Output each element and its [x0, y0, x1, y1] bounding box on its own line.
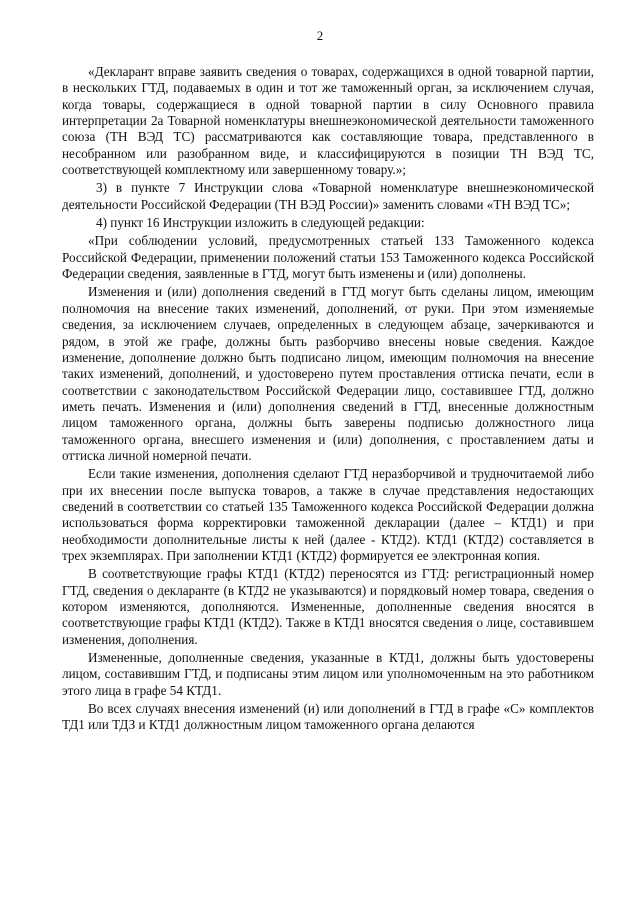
paragraph-ktd-form: Если такие изменения, дополнения сделают ГТД неразборчивой и трудночитаемой либо при их внесении после выпуска товаров, а также в случае представления недостающих сведений в соответствии со статьей 135 Таможенного кодекса Российской Федерации должна использоваться форма корректировки таможенной декларации (далее – КТД1) и при необходимости дополнительные листы к ней (далее - КТД2). КТД1 (КТД2) составляется в трех экземплярах. При заполнении КТД1 (КТД2) формируется ее электронная копия.	[62, 466, 594, 563]
paragraph-item-3: 3) в пункте 7 Инструкции слова «Товарной номенклатуре внешнеэкономической деятельности Российской Федерации (ТН ВЭД России)» заменить словами «ТН ВЭД ТС»;	[62, 180, 594, 212]
paragraph-declarant-right: «Декларант вправе заявить сведения о товарах, содержащихся в одной товарной партии, в нескольких ГТД, подаваемых в один и тот же таможенный орган, за исключением случая, когда товары, содержащиеся в одной товарной партии в силу Основного правила интерпретации 2а Товарной номенклатуры внешнеэкономической деятельности таможенного союза (ТН ВЭД ТС) рассматриваются как составляющие товара, представленного в несобранном или разобранном виде, и классифицируются в позиции ТН ВЭД ТС, соответствующей комплектному или завершенному товару.»;	[62, 64, 594, 178]
page-number: 2	[316, 28, 324, 43]
paragraph-all-cases: Во всех случаях внесения изменений (и) или дополнений в ГТД в графе «С» комплектов ТД1 или ТДЗ и КТД1 должностным лицом таможенного органа делаются	[62, 701, 594, 733]
paragraph-item-4: 4) пункт 16 Инструкции изложить в следующей редакции:	[96, 215, 425, 231]
document-body	[62, 64, 594, 736]
paragraph-handwritten-changes: Изменения и (или) дополнения сведений в ГТД могут быть сделаны лицом, имеющим полномочия на внесение таких изменений, дополнений, от руки. При этом изменяемые сведения, за исключением случаев, определенных в следующем абзаце, зачеркиваются и рядом, в этой же графе, должны быть разборчиво внесены новые сведения. Каждое изменение, дополнение должно быть подписано лицом, имеющим полномочия на внесение таких изменений, дополнений, и удостоверено путем проставления оттиска печати, если в соответствии с законодательством Российской Федерации лицо, составившее ГТД, должно иметь печать. Изменения и (или) дополнения сведений в ГТД, внесенные должностным лицом таможенного органа, должны быть заверены подписью должностного лица таможенного органа, внесшего изменения и (или) дополнения, с проставлением даты и оттиска личной номерной печати.	[62, 284, 594, 463]
paragraph-ktd-fields: В соответствующие графы КТД1 (КТД2) переносятся из ГТД: регистрационный номер ГТД, сведения о декларанте (в КТД2 не указываются) и порядковый номер товара, сведения о котором изменяются, дополняются. Измененные, дополненные сведения вносятся в соответствующие графы КТД1 (КТД2). Также в КТД1 вносятся сведения о лице, составившем изменения, дополнения.	[62, 566, 594, 647]
paragraph-conditions: «При соблюдении условий, предусмотренных статьей 133 Таможенного кодекса Российской Федерации, применении положений статьи 153 Таможенного кодекса Российской Федерации сведения, заявленные в ГТД, могут быть изменены и (или) дополнены.	[62, 233, 594, 282]
paragraph-certification: Измененные, дополненные сведения, указанные в КТД1, должны быть удостоверены лицом, составившим ГТД, и подписаны этим лицом или уполномоченным на это работником этого лица в графе 54 КТД1.	[62, 650, 594, 698]
